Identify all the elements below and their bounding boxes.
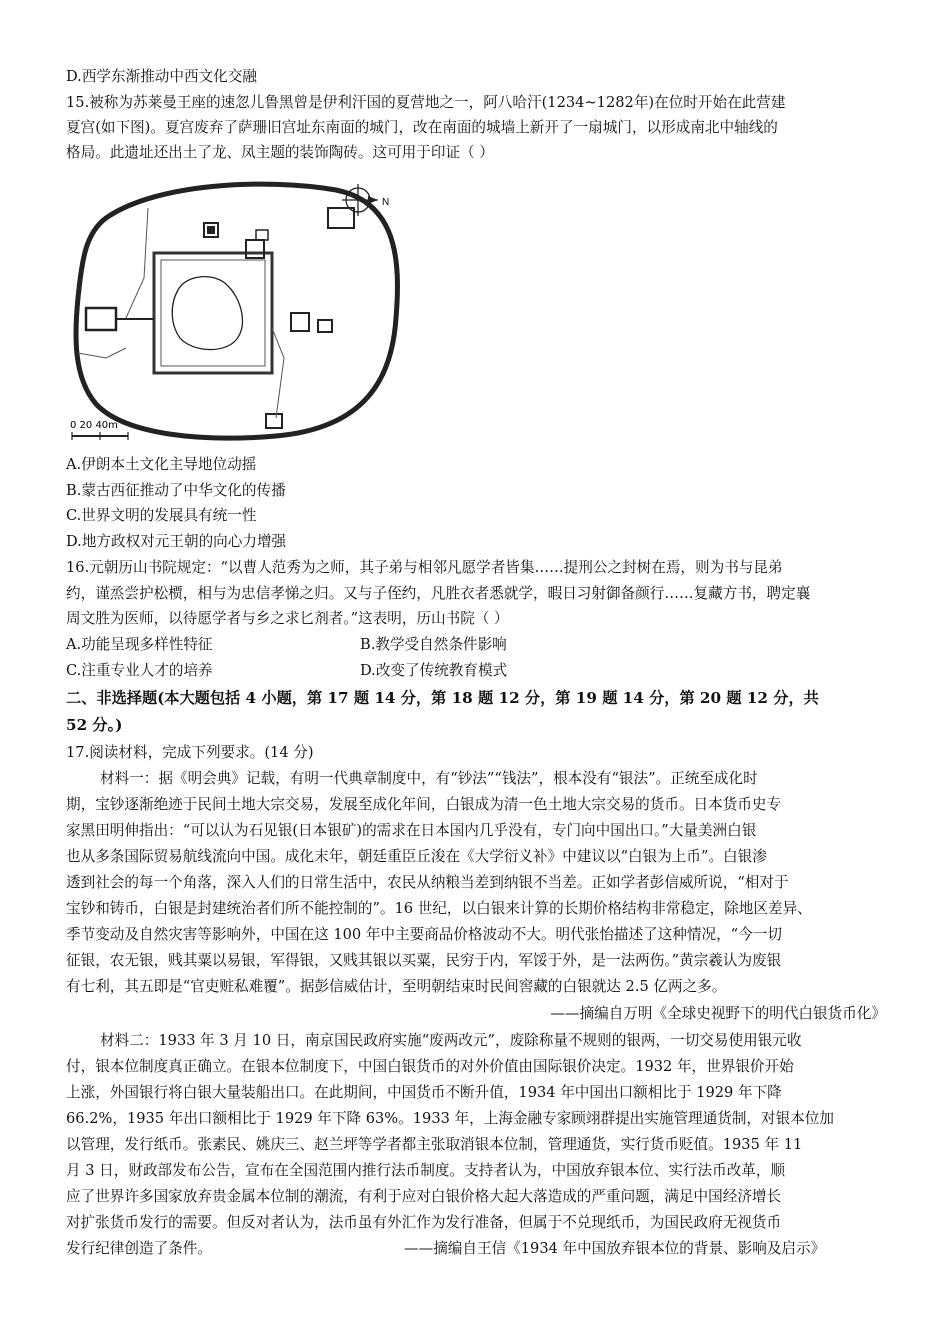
q17-material1-line-7: 季节变动及自然灾害等影响外，中国在这 100 年中主要商品价格波动不大。明代张怡描述了这种情况，“今一切 [66, 926, 782, 943]
q16-options-row-1 [66, 634, 886, 656]
q17-material1-line-3: 家黑田明伸指出：“可以认为石见银(日本银矿)的需求在日本国内几乎没有，专门向中国出口。”大量美洲白银 [66, 822, 757, 839]
q16-options-row-2 [66, 660, 886, 682]
q16-option-b: B.教学受自然条件影响 [360, 636, 507, 653]
section2-heading-line-2: 52 分。) [66, 716, 123, 734]
q16-stem-line-3: 周文胜为医师，以待愿学者与乡之求匕剂者。”这表明，历山书院（ ） [66, 610, 509, 627]
section2-heading-line-1: 二、非选择题(本大题包括 4 小题，第 17 题 14 分，第 18 题 12 分，第 19 题 14 分，第 20 题 12 分，共 [66, 689, 819, 707]
q17-material2-last-row [66, 1238, 886, 1260]
q16-option-a: A.功能呈现多样性特征 [66, 636, 213, 653]
q15-stem-line-3: 格局。此遗址还出土了龙、凤主题的装饰陶砖。这可用于印证（ ） [66, 144, 494, 161]
q17-stem: 17.阅读材料，完成下列要求。(14 分) [66, 744, 314, 761]
q17-material1-line-8: 征银，农无银，贱其粟以易银，军得银，又贱其银以买粟，民穷于内，军馁于外，是一法两伤。”黄宗羲认为废银 [66, 952, 782, 969]
q17-source2: ——摘编自王信《1934 年中国放弃银本位的背景、影响及启示》 [404, 1240, 826, 1257]
q15-option-a: A.伊朗本土文化主导地位动摇 [66, 456, 257, 473]
q17-material2-line-7: 应了世界许多国家放弃贵金属本位制的潮流，有利于应对白银价格大起大落造成的严重问题，满足中国经济增长 [66, 1188, 782, 1205]
q17-material2-line-3: 上涨，外国银行将白银大量装船出口。在此期间，中国货币不断升值，1934 年中国出口额相比于 1929 年下降 [66, 1084, 782, 1101]
q16-option-d: D.改变了传统教育模式 [360, 662, 508, 679]
q17-material2-line-6: 月 3 日，财政部发布公告，宣布在全国范围内推行法币制度。支持者认为，中国放弃银本位、实行法币改革，顺 [66, 1162, 786, 1179]
q17-material1-line-1: 材料一：据《明会典》记载，有明一代典章制度中，有“钞法”“钱法”，根本没有“银法”。正统至成化时 [100, 770, 758, 787]
q16-stem-line-2: 约，谨烝尝护松槚，相与为忠信孝悌之归。又与子侄约，凡胜衣者悉就学，暇日习射御备颜行……复藏方书，聘定襄 [66, 585, 811, 602]
q17-material2-line-1: 材料二：1933 年 3 月 10 日，南京国民政府实施“废两改元”，废除称量不规则的银两，一切交易使用银元收 [100, 1032, 802, 1049]
north-label: N [382, 197, 390, 208]
q17-material1-line-9: 有七利，其五即是“官吏赃私难覆”。据彭信威估计，至明朝结束时民间窖藏的白银就达 2.5 亿两之多。 [66, 978, 727, 995]
q17-material1-line-4: 也从多条国际贸易航线流向中国。成化末年，朝廷重臣丘浚在《大学衍义补》中建议以“白银为上币”。白银渗 [66, 848, 767, 865]
q17-source1: ——摘编自万明《全球史视野下的明代白银货币化》 [550, 1005, 886, 1022]
q17-material1-line-6: 宝钞和铸币，白银是封建统治者们所不能控制的”。16 世纪，以白银来计算的长期价格结构非常稳定，除地区差异、 [66, 900, 812, 917]
q15-stem-line-2: 夏宫(如下图)。夏宫废弃了萨珊旧宫址东南面的城门，改在南面的城墙上新开了一扇城门，以形成南北中轴线的 [66, 119, 778, 136]
q15-stem-line-1: 15.被称为苏莱曼王座的速忽儿鲁黑曾是伊利汗国的夏营地之一，阿八哈汗(1234~1282年)在位时开始在此营建 [66, 94, 786, 111]
q17-material2-line-9: 发行纪律创造了条件。 [66, 1240, 212, 1257]
q17-material2-line-8: 对扩张货币发行的需要。但反对者认为，法币虽有外汇作为发行准备，但属于不兑现纸币，为国民政府无视货币 [66, 1214, 782, 1231]
q17-material1-line-2: 期，宝钞逐渐绝迹于民间土地大宗交易，发展至成化年间，白银成为清一色土地大宗交易的货币。日本货币史专 [66, 796, 782, 813]
q16-stem-line-1: 16.元朝历山书院规定：“以曹人范秀为之师，其子弟与相邻凡愿学者皆集……提刑公之封树在焉，则为书与昆弟 [66, 559, 783, 576]
q17-material2-line-2: 付，银本位制度真正确立。在银本位制度下，中国白银货币的对外价值由国际银价决定。1932 年，世界银价开始 [66, 1058, 794, 1075]
q16-option-c: C.注重专业人才的培养 [66, 662, 213, 679]
q15-option-d: D.地方政权对元王朝的向心力增强 [66, 533, 287, 550]
scale-label: 0 20 40m [70, 420, 118, 431]
q15-option-b: B.蒙古西征推动了中华文化的传播 [66, 482, 286, 499]
q17-material2-line-4: 66.2%，1935 年出口额相比于 1929 年下降 63%。1933 年，上海金融专家顾翊群提出实施管理通货制，对银本位加 [66, 1110, 834, 1127]
q14-option-d: D.西学东渐推动中西文化交融 [66, 68, 257, 85]
palace-site-map [66, 178, 406, 446]
q17-material1-line-5: 透到社会的每一个角落，深入人们的日常生活中，农民从纳粮当差到纳银不当差。正如学者彭信威所说，“相对于 [66, 874, 789, 891]
q17-material2-line-5: 以管理，发行纸币。张素民、姚庆三、赵兰坪等学者都主张取消银本位制，管理通货，实行货币贬值。1935 年 11 [66, 1136, 803, 1153]
q15-option-c: C.世界文明的发展具有统一性 [66, 507, 257, 524]
